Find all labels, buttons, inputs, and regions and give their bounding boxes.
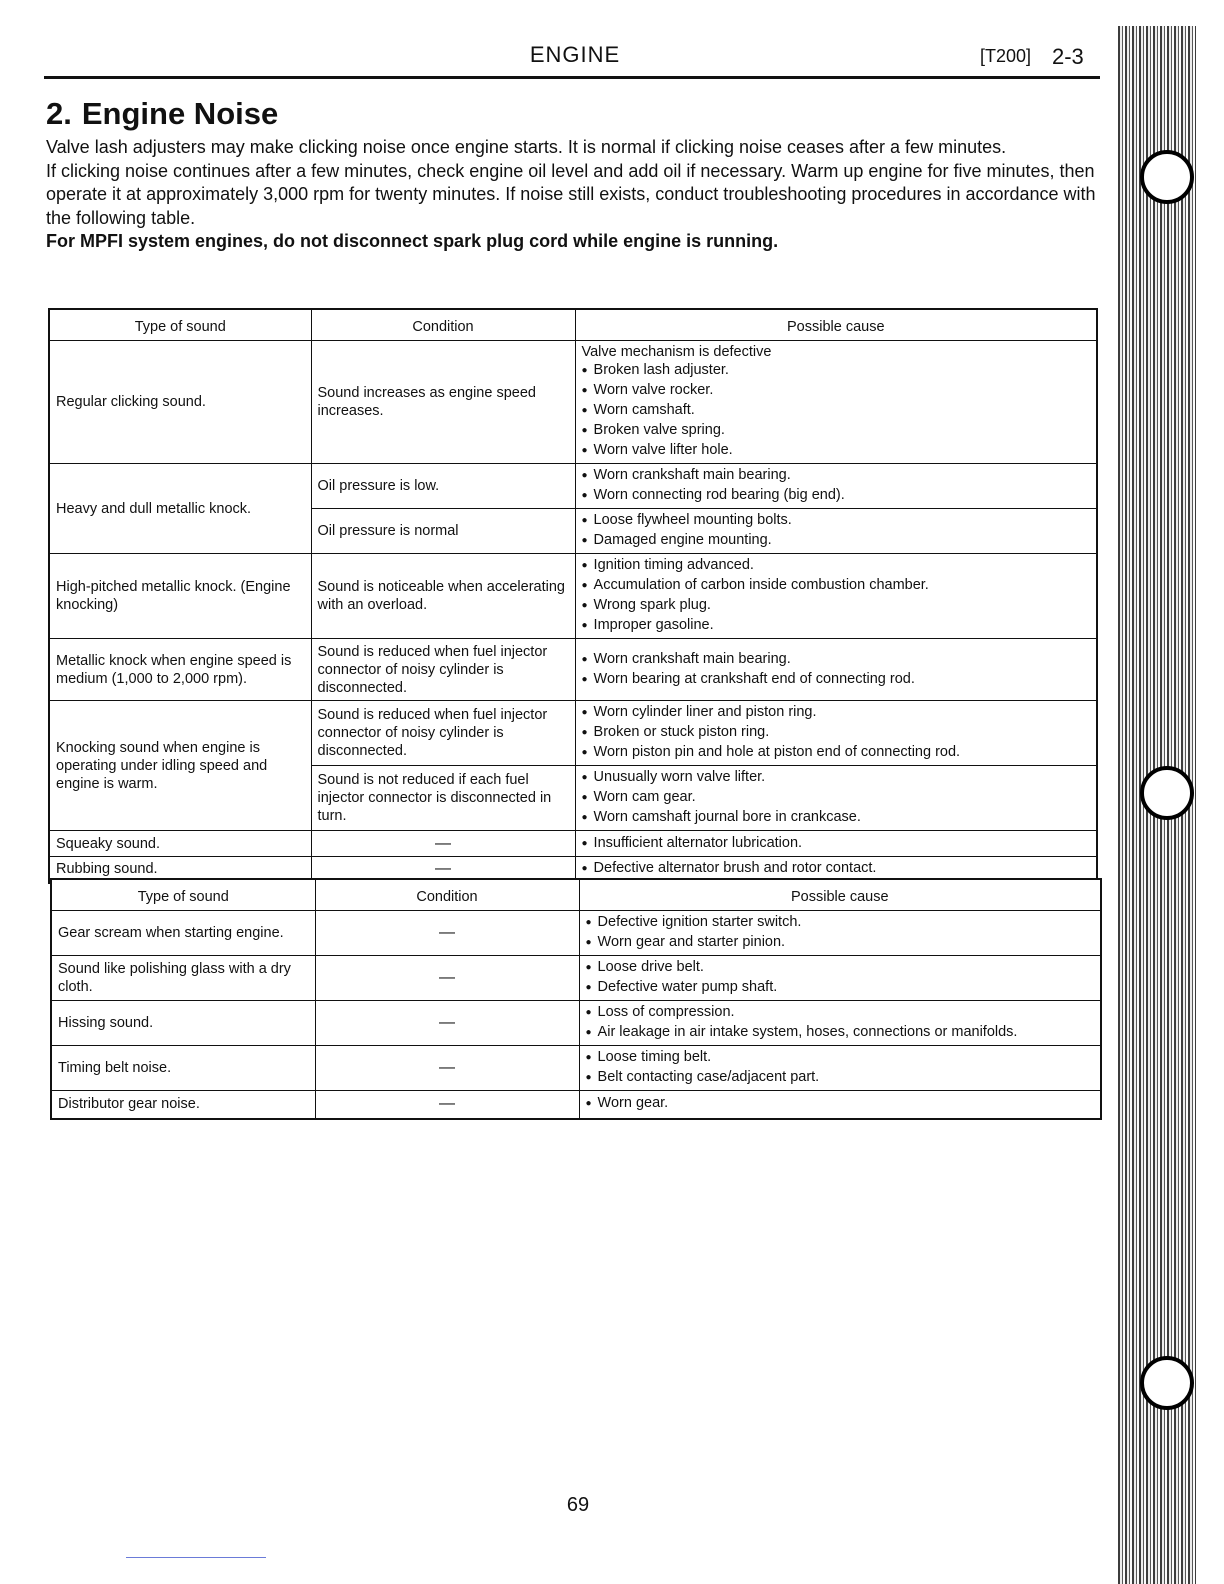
cause-item: ● Worn piston pin and hole at piston end of connecting rod. [582,743,1091,763]
cause-cell [575,639,1097,701]
cause-item: ● Worn bearing at crankshaft end of connecting rod. [582,670,1091,690]
column-header-condition: Condition [315,879,579,911]
section-heading: Engine Noise [81,96,279,131]
cause-item: ● Worn valve rocker. [582,381,1091,401]
header-title: ENGINE [529,42,621,67]
cause-item: ● Worn connecting rod bearing (big end). [582,486,1091,506]
cause-item: ● Worn gear. [586,1094,1095,1114]
header-page: 2-3 [1052,44,1084,69]
binder-ring [1140,766,1194,820]
cause-item: ● Loss of compression. [586,1003,1095,1023]
cause-cell [579,911,1101,956]
table-row [51,1046,1101,1091]
cause-item: ● Broken or stuck piston ring. [582,723,1091,743]
intro-paragraph: If clicking noise continues after a few minutes, check engine oil level and add oil if necessary. Warm up engine for five minutes, then operate it at approximately 3,000 rpm for twenty minutes. If noise still exists, conduct troubleshooting procedures in accordance with the following table. [46,160,1096,228]
condition-cell: Sound is reduced when fuel injector connector of noisy cylinder is disconnected. [311,701,575,766]
condition-cell: — [315,1091,579,1119]
table-row [51,1091,1101,1119]
cause-item: ● Insufficient alternator lubrication. [582,834,1091,854]
noise-table-1 [48,308,1098,884]
column-header-condition: Condition [311,309,575,341]
condition-cell: — [315,956,579,1001]
sound-cell: Squeaky sound. [49,831,311,857]
cause-cell [575,464,1097,509]
sound-cell: Knocking sound when engine is operating under idling speed and engine is warm. [49,701,311,831]
sound-cell: Heavy and dull metallic knock. [49,464,311,554]
cause-item: ● Wrong spark plug. [582,596,1091,616]
sound-cell: Metallic knock when engine speed is medium (1,000 to 2,000 rpm). [49,639,311,701]
cause-item: ● Loose drive belt. [586,958,1095,978]
table-row [51,956,1101,1001]
table-row [49,554,1097,639]
condition-cell: Sound increases as engine speed increases. [311,341,575,464]
table-row [49,464,1097,509]
sound-cell: Timing belt noise. [51,1046,315,1091]
cause-item: ● Broken lash adjuster. [582,361,1091,381]
sound-cell: Rubbing sound. [49,857,311,883]
condition-cell: — [311,831,575,857]
column-header-cause: Possible cause [579,879,1101,911]
header-rule [44,76,1100,79]
condition-cell: Sound is reduced when fuel injector connector of noisy cylinder is disconnected. [311,639,575,701]
cause-item: ● Worn cylinder liner and piston ring. [582,703,1091,723]
cause-item: ● Improper gasoline. [582,616,1091,636]
cause-item: ● Worn crankshaft main bearing. [582,466,1091,486]
cause-cell [575,554,1097,639]
table-row [49,341,1097,464]
cause-item: ● Damaged engine mounting. [582,531,1091,551]
table-row [51,911,1101,956]
cause-item: ● Unusually worn valve lifter. [582,768,1091,788]
condition-cell: — [315,911,579,956]
warning-note: For MPFI system engines, do not disconnect spark plug cord while engine is running. [46,231,779,251]
condition-cell: — [315,1001,579,1046]
page-number: 69 [566,1494,590,1516]
intro-paragraph: Valve lash adjusters may make clicking noise once engine starts. It is normal if clicking noise ceases after a few minutes. [46,137,1007,157]
cause-item: ● Defective alternator brush and rotor contact. [582,859,1091,879]
binder-ring [1140,150,1194,204]
table-row [49,831,1097,857]
cause-item: ● Worn crankshaft main bearing. [582,650,1091,670]
condition-cell: Oil pressure is normal [311,509,575,554]
cause-cell [575,509,1097,554]
cause-item: ● Air leakage in air intake system, hoses, connections or manifolds. [586,1023,1095,1043]
cause-cell [575,831,1097,857]
cause-item: ● Accumulation of carbon inside combustion chamber. [582,576,1091,596]
cause-item: ● Worn valve lifter hole. [582,441,1091,461]
column-header-cause: Possible cause [575,309,1097,341]
cause-item: ● Defective ignition starter switch. [586,913,1095,933]
condition-cell: Sound is noticeable when accelerating with an overload. [311,554,575,639]
column-header-sound: Type of sound [49,309,311,341]
header-ref: [T200] [980,46,1032,66]
cause-cell [575,766,1097,831]
column-header-sound: Type of sound [51,879,315,911]
sound-cell: High-pitched metallic knock. (Engine knocking) [49,554,311,639]
sound-cell: Gear scream when starting engine. [51,911,315,956]
cause-item: ● Worn camshaft. [582,401,1091,421]
cause-item: ● Ignition timing advanced. [582,556,1091,576]
condition-cell: Oil pressure is low. [311,464,575,509]
cause-item: ● Broken valve spring. [582,421,1091,441]
binder-ring [1140,1356,1194,1410]
section-number: 2. [46,96,72,131]
intro-text [46,136,1096,254]
cause-cell [575,341,1097,464]
table-header-row [49,309,1097,341]
table-header-row [51,879,1101,911]
sound-cell: Sound like polishing glass with a dry cloth. [51,956,315,1001]
cause-item: ● Defective water pump shaft. [586,978,1095,998]
cause-item: ● Worn cam gear. [582,788,1091,808]
cause-cell [579,956,1101,1001]
table-row [49,701,1097,766]
table-row [49,639,1097,701]
noise-table-2 [50,878,1102,1120]
condition-cell: — [315,1046,579,1091]
sound-cell: Hissing sound. [51,1001,315,1046]
cause-item: ● Loose timing belt. [586,1048,1095,1068]
footer-line [126,1557,266,1558]
cause-cell [579,1046,1101,1091]
cause-cell [579,1001,1101,1046]
cause-item: ● Worn gear and starter pinion. [586,933,1095,953]
sound-cell: Regular clicking sound. [49,341,311,464]
table-row [51,1001,1101,1046]
cause-item: ● Loose flywheel mounting bolts. [582,511,1091,531]
section-title [46,96,278,132]
cause-cell [575,701,1097,766]
condition-cell: Sound is not reduced if each fuel injector connector is disconnected in turn. [311,766,575,831]
cause-lead: Valve mechanism is defective [581,344,772,360]
sound-cell: Distributor gear noise. [51,1091,315,1119]
cause-item: ● Worn camshaft journal bore in crankcase. [582,808,1091,828]
condition-cell: — [311,857,575,883]
cause-cell [579,1091,1101,1119]
cause-item: ● Belt contacting case/adjacent part. [586,1068,1095,1088]
